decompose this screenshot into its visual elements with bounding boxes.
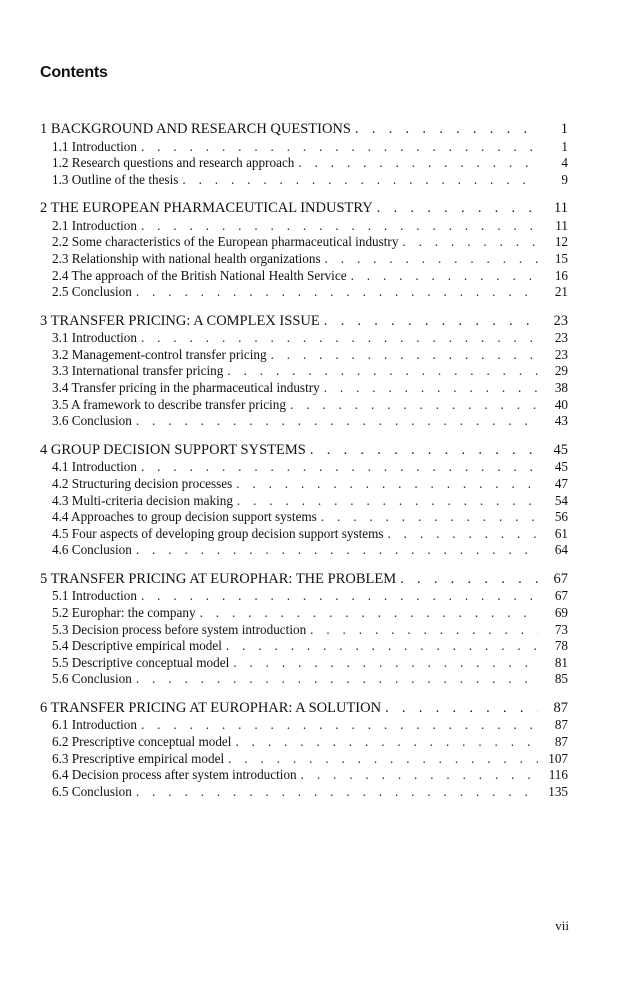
toc-section-entry[interactable] bbox=[40, 476, 568, 493]
toc-chapter-entry[interactable] bbox=[40, 313, 568, 331]
dot-leader bbox=[227, 363, 538, 380]
toc-section-entry-title: 5.1 Introduction bbox=[52, 588, 137, 604]
dot-leader bbox=[310, 442, 538, 460]
toc-section-entry-title: 1.3 Outline of the thesis bbox=[52, 171, 179, 187]
toc-section-entry[interactable] bbox=[40, 380, 568, 397]
toc-chapter-entry-title: 3 TRANSFER PRICING: A COMPLEX ISSUE bbox=[40, 312, 320, 329]
toc-section-entry-page: 23 bbox=[554, 330, 568, 346]
toc-section-entry-page: 69 bbox=[554, 604, 568, 620]
dot-leader bbox=[226, 638, 538, 655]
dot-leader bbox=[236, 476, 538, 493]
toc-section-entry-page: 85 bbox=[554, 671, 568, 687]
toc-section-entry-page: 67 bbox=[554, 588, 568, 604]
toc-section-entry-title: 6.2 Prescriptive conceptual model bbox=[52, 734, 232, 750]
toc-section-entry-title: 4.3 Multi-criteria decision making bbox=[52, 492, 233, 508]
toc-section-entry-page: 38 bbox=[554, 380, 568, 396]
dot-leader bbox=[351, 268, 538, 285]
page-number: vii bbox=[555, 918, 569, 933]
toc-chapter-entry-title: 4 GROUP DECISION SUPPORT SYSTEMS bbox=[40, 441, 306, 458]
toc-section-entry-page: 21 bbox=[554, 284, 568, 300]
dot-leader bbox=[324, 313, 538, 331]
dot-leader bbox=[200, 605, 538, 622]
toc-section-entry[interactable] bbox=[40, 397, 568, 414]
toc-section-entry[interactable] bbox=[40, 459, 568, 476]
toc-chapter-entry-page: 45 bbox=[553, 441, 568, 458]
toc-section-entry-title: 5.2 Europhar: the company bbox=[52, 604, 196, 620]
toc-section-entry[interactable] bbox=[40, 509, 568, 526]
toc-section-entry-page: 9 bbox=[561, 171, 568, 187]
toc-section-entry[interactable] bbox=[40, 234, 568, 251]
toc-section-entry-title: 2.2 Some characteristics of the European pharmaceutical industry bbox=[52, 234, 399, 250]
chapter-block bbox=[40, 442, 568, 559]
dot-leader bbox=[136, 542, 538, 559]
toc-section-entry[interactable] bbox=[40, 363, 568, 380]
dot-leader bbox=[400, 571, 538, 589]
page-title: Contents bbox=[40, 64, 108, 81]
chapter-block bbox=[40, 571, 568, 688]
toc-section-entry-page: 107 bbox=[548, 750, 568, 766]
toc-section-entry-page: 135 bbox=[548, 783, 568, 799]
toc-section-entry-title: 2.4 The approach of the British National Health Service bbox=[52, 267, 347, 283]
toc-section-entry-page: 12 bbox=[554, 234, 568, 250]
toc-section-entry[interactable] bbox=[40, 767, 568, 784]
toc-section-entry-page: 87 bbox=[554, 734, 568, 750]
toc-section-entry-page: 1 bbox=[561, 138, 568, 154]
toc-chapter-entry-title: 6 TRANSFER PRICING AT EUROPHAR: A SOLUTION bbox=[40, 699, 382, 716]
toc-section-entry-title: 3.3 International transfer pricing bbox=[52, 363, 224, 379]
toc-section-entry-page: 45 bbox=[554, 459, 568, 475]
dot-leader bbox=[298, 155, 538, 172]
dot-leader bbox=[228, 751, 538, 768]
toc-section-entry-page: 64 bbox=[554, 542, 568, 558]
dot-leader bbox=[136, 413, 538, 430]
toc-section-entry[interactable] bbox=[40, 622, 568, 639]
table-of-contents bbox=[40, 121, 568, 812]
dot-leader bbox=[402, 234, 538, 251]
toc-section-entry-title: 4.1 Introduction bbox=[52, 459, 137, 475]
dot-leader bbox=[141, 139, 538, 156]
dot-leader bbox=[136, 284, 538, 301]
dot-leader bbox=[310, 622, 538, 639]
toc-chapter-entry-page: 67 bbox=[553, 570, 568, 587]
toc-section-entry[interactable] bbox=[40, 155, 568, 172]
toc-section-entry-title: 1.2 Research questions and research approach bbox=[52, 155, 295, 171]
toc-section-entry-title: 5.5 Descriptive conceptual model bbox=[52, 654, 230, 670]
chapter-block bbox=[40, 200, 568, 300]
toc-chapter-entry[interactable] bbox=[40, 200, 568, 218]
toc-section-entry[interactable] bbox=[40, 671, 568, 688]
toc-section-entry[interactable] bbox=[40, 330, 568, 347]
toc-chapter-entry-page: 23 bbox=[553, 312, 568, 329]
toc-section-entry[interactable] bbox=[40, 526, 568, 543]
toc-section-entry-page: 81 bbox=[554, 654, 568, 670]
toc-section-entry-title: 6.3 Prescriptive empirical model bbox=[52, 750, 225, 766]
toc-chapter-entry-title: 1 BACKGROUND AND RESEARCH QUESTIONS bbox=[40, 121, 351, 137]
toc-section-entry-page: 40 bbox=[554, 396, 568, 412]
toc-section-entry-page: 87 bbox=[554, 717, 568, 733]
toc-section-entry[interactable] bbox=[40, 734, 568, 751]
toc-section-entry-page: 16 bbox=[554, 267, 568, 283]
toc-section-entry-title: 5.4 Descriptive empirical model bbox=[52, 638, 222, 654]
toc-section-entry-title: 3.5 A framework to describe transfer pricing bbox=[52, 396, 286, 412]
dot-leader bbox=[235, 734, 538, 751]
toc-section-entry-page: 116 bbox=[548, 767, 568, 783]
dot-leader bbox=[271, 347, 538, 364]
toc-section-entry[interactable] bbox=[40, 284, 568, 301]
toc-section-entry-title: 2.5 Conclusion bbox=[52, 284, 132, 300]
toc-section-entry-title: 2.3 Relationship with national health organizations bbox=[52, 250, 321, 266]
dot-leader bbox=[136, 784, 538, 801]
toc-chapter-entry[interactable] bbox=[40, 700, 568, 718]
toc-section-entry[interactable] bbox=[40, 139, 568, 156]
chapter-block bbox=[40, 700, 568, 800]
toc-section-entry[interactable] bbox=[40, 413, 568, 430]
dot-leader bbox=[290, 397, 538, 414]
toc-chapter-entry-title: 5 TRANSFER PRICING AT EUROPHAR: THE PROBLEM bbox=[40, 570, 397, 587]
toc-section-entry-title: 3.4 Transfer pricing in the pharmaceutical industry bbox=[52, 380, 320, 396]
dot-leader bbox=[182, 172, 538, 189]
toc-section-entry[interactable] bbox=[40, 172, 568, 189]
toc-chapter-entry[interactable] bbox=[40, 571, 568, 589]
toc-section-entry-title: 3.2 Management-control transfer pricing bbox=[52, 346, 267, 362]
toc-section-entry-title: 6.4 Decision process after system introduction bbox=[52, 767, 297, 783]
dot-leader bbox=[355, 121, 538, 139]
toc-section-entry[interactable] bbox=[40, 655, 568, 672]
toc-section-entry[interactable] bbox=[40, 638, 568, 655]
dot-leader bbox=[237, 493, 538, 510]
dot-leader bbox=[324, 380, 538, 397]
toc-chapter-entry-page: 11 bbox=[554, 200, 568, 217]
toc-section-entry-page: 23 bbox=[554, 346, 568, 362]
toc-section-entry[interactable] bbox=[40, 218, 568, 235]
dot-leader bbox=[141, 588, 538, 605]
dot-leader bbox=[233, 655, 538, 672]
toc-chapter-entry[interactable] bbox=[40, 442, 568, 460]
dot-leader bbox=[141, 459, 538, 476]
chapter-block bbox=[40, 313, 568, 430]
dot-leader bbox=[377, 200, 538, 218]
toc-section-entry-title: 4.4 Approaches to group decision support systems bbox=[52, 509, 317, 525]
toc-section-entry[interactable] bbox=[40, 251, 568, 268]
dot-leader bbox=[141, 218, 538, 235]
toc-section-entry-title: 2.1 Introduction bbox=[52, 217, 137, 233]
chapter-block bbox=[40, 121, 568, 188]
dot-leader bbox=[301, 767, 538, 784]
toc-section-entry-title: 3.6 Conclusion bbox=[52, 413, 132, 429]
toc-section-entry-page: 43 bbox=[554, 413, 568, 429]
dot-leader bbox=[321, 509, 538, 526]
dot-leader bbox=[141, 330, 538, 347]
dot-leader bbox=[325, 251, 538, 268]
toc-section-entry-title: 6.1 Introduction bbox=[52, 717, 137, 733]
toc-section-entry-title: 5.3 Decision process before system introduction bbox=[52, 621, 307, 637]
toc-section-entry[interactable] bbox=[40, 717, 568, 734]
toc-section-entry[interactable] bbox=[40, 588, 568, 605]
dot-leader bbox=[141, 717, 538, 734]
toc-chapter-entry-page: 87 bbox=[553, 699, 568, 716]
toc-chapter-entry-page: 1 bbox=[560, 121, 568, 137]
toc-section-entry-title: 4.5 Four aspects of developing group decision support systems bbox=[52, 525, 384, 541]
toc-section-entry-page: 29 bbox=[554, 363, 568, 379]
toc-section-entry-title: 5.6 Conclusion bbox=[52, 671, 132, 687]
toc-section-entry[interactable] bbox=[40, 605, 568, 622]
toc-section-entry-page: 61 bbox=[554, 525, 568, 541]
toc-section-entry-page: 73 bbox=[554, 621, 568, 637]
toc-section-entry-page: 4 bbox=[561, 155, 568, 171]
toc-chapter-entry-title: 2 THE EUROPEAN PHARMACEUTICAL INDUSTRY bbox=[40, 200, 373, 217]
toc-section-entry[interactable] bbox=[40, 268, 568, 285]
toc-section-entry-page: 78 bbox=[554, 638, 568, 654]
toc-section-entry-title: 6.5 Conclusion bbox=[52, 783, 132, 799]
toc-section-entry-page: 11 bbox=[555, 217, 568, 233]
toc-section-entry[interactable] bbox=[40, 784, 568, 801]
toc-section-entry[interactable] bbox=[40, 542, 568, 559]
dot-leader bbox=[136, 671, 538, 688]
toc-section-entry-page: 54 bbox=[554, 492, 568, 508]
toc-section-entry-page: 56 bbox=[554, 509, 568, 525]
toc-section-entry[interactable] bbox=[40, 493, 568, 510]
toc-section-entry-title: 4.2 Structuring decision processes bbox=[52, 475, 233, 491]
dot-leader bbox=[387, 526, 538, 543]
toc-section-entry[interactable] bbox=[40, 347, 568, 364]
toc-section-entry-page: 47 bbox=[554, 475, 568, 491]
toc-section-entry-title: 4.6 Conclusion bbox=[52, 542, 132, 558]
toc-chapter-entry[interactable] bbox=[40, 121, 568, 139]
toc-section-entry-page: 15 bbox=[554, 250, 568, 266]
toc-section-entry[interactable] bbox=[40, 751, 568, 768]
dot-leader bbox=[385, 700, 538, 718]
toc-section-entry-title: 3.1 Introduction bbox=[52, 330, 137, 346]
toc-section-entry-title: 1.1 Introduction bbox=[52, 138, 137, 154]
